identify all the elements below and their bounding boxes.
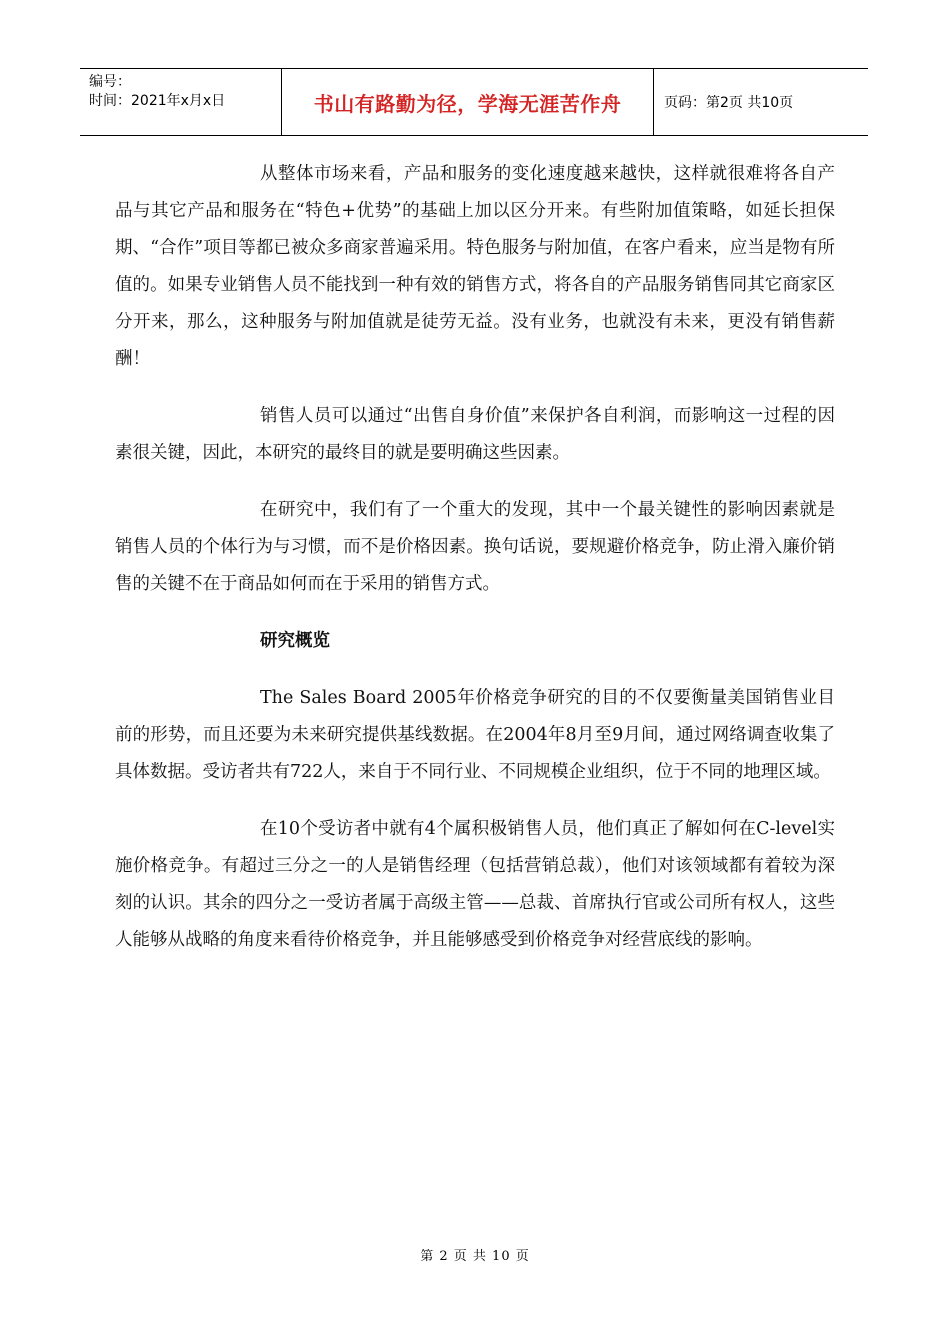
- paragraph: The Sales Board 2005年价格竞争研究的目的不仅要衡量美国销售业目前的形势，而且还要为未来研究提供基线数据。在2004年8月至9月间，通过网络调查收集了具体数据。受访者共有722人，来自于不同行业、不同规模企业组织，位于不同的地理区域。: [115, 688, 835, 782]
- header-meta-cell: [80, 69, 282, 135]
- serial-number-label: 编号：: [89, 74, 131, 90]
- document-body: [115, 156, 835, 959]
- document-header: [80, 68, 868, 136]
- header-motto: 书山有路勤为径，学海无涯苦作舟: [282, 69, 654, 135]
- date-label: 时间：2021年x月x日: [89, 93, 226, 109]
- section-heading: 研究概览: [260, 631, 330, 651]
- page-footer: 第 2 页 共 10 页: [420, 1249, 530, 1264]
- paragraph: 在研究中，我们有了一个重大的发现，其中一个最关键性的影响因素就是销售人员的个体行为与习惯，而不是价格因素。换句话说，要规避价格竞争，防止滑入廉价销售的关键不在于商品如何而在于采用的销售方式。: [115, 500, 835, 594]
- paragraph: 销售人员可以通过“出售自身价值”来保护各自利润，而影响这一过程的因素很关键，因此，本研究的最终目的就是要明确这些因素。: [115, 406, 835, 463]
- paragraph: 从整体市场来看，产品和服务的变化速度越来越快，这样就很难将各自产品与其它产品和服务在“特色+优势”的基础上加以区分开来。有些附加值策略，如延长担保期、“合作”项目等都已被众多商家普遍采用。特色服务与附加值，在客户看来，应当是物有所值的。如果专业销售人员不能找到一种有效的销售方式，将各自的产品服务销售同其它商家区分开来，那么，这种服务与附加值就是徒劳无益。没有业务，也就没有未来，更没有销售薪酬！: [115, 164, 835, 369]
- paragraph: 在10个受访者中就有4个属积极销售人员，他们真正了解如何在C-level实施价格竞争。有超过三分之一的人是销售经理（包括营销总裁），他们对该领域都有着较为深刻的认识。其余的四分之一受访者属于高级主管——总裁、首席执行官或公司所有权人，这些人能够从战略的角度来看待价格竞争，并且能够感受到价格竞争对经营底线的影响。: [115, 819, 835, 950]
- header-page-info: 页码：第2页 共10页: [664, 95, 794, 111]
